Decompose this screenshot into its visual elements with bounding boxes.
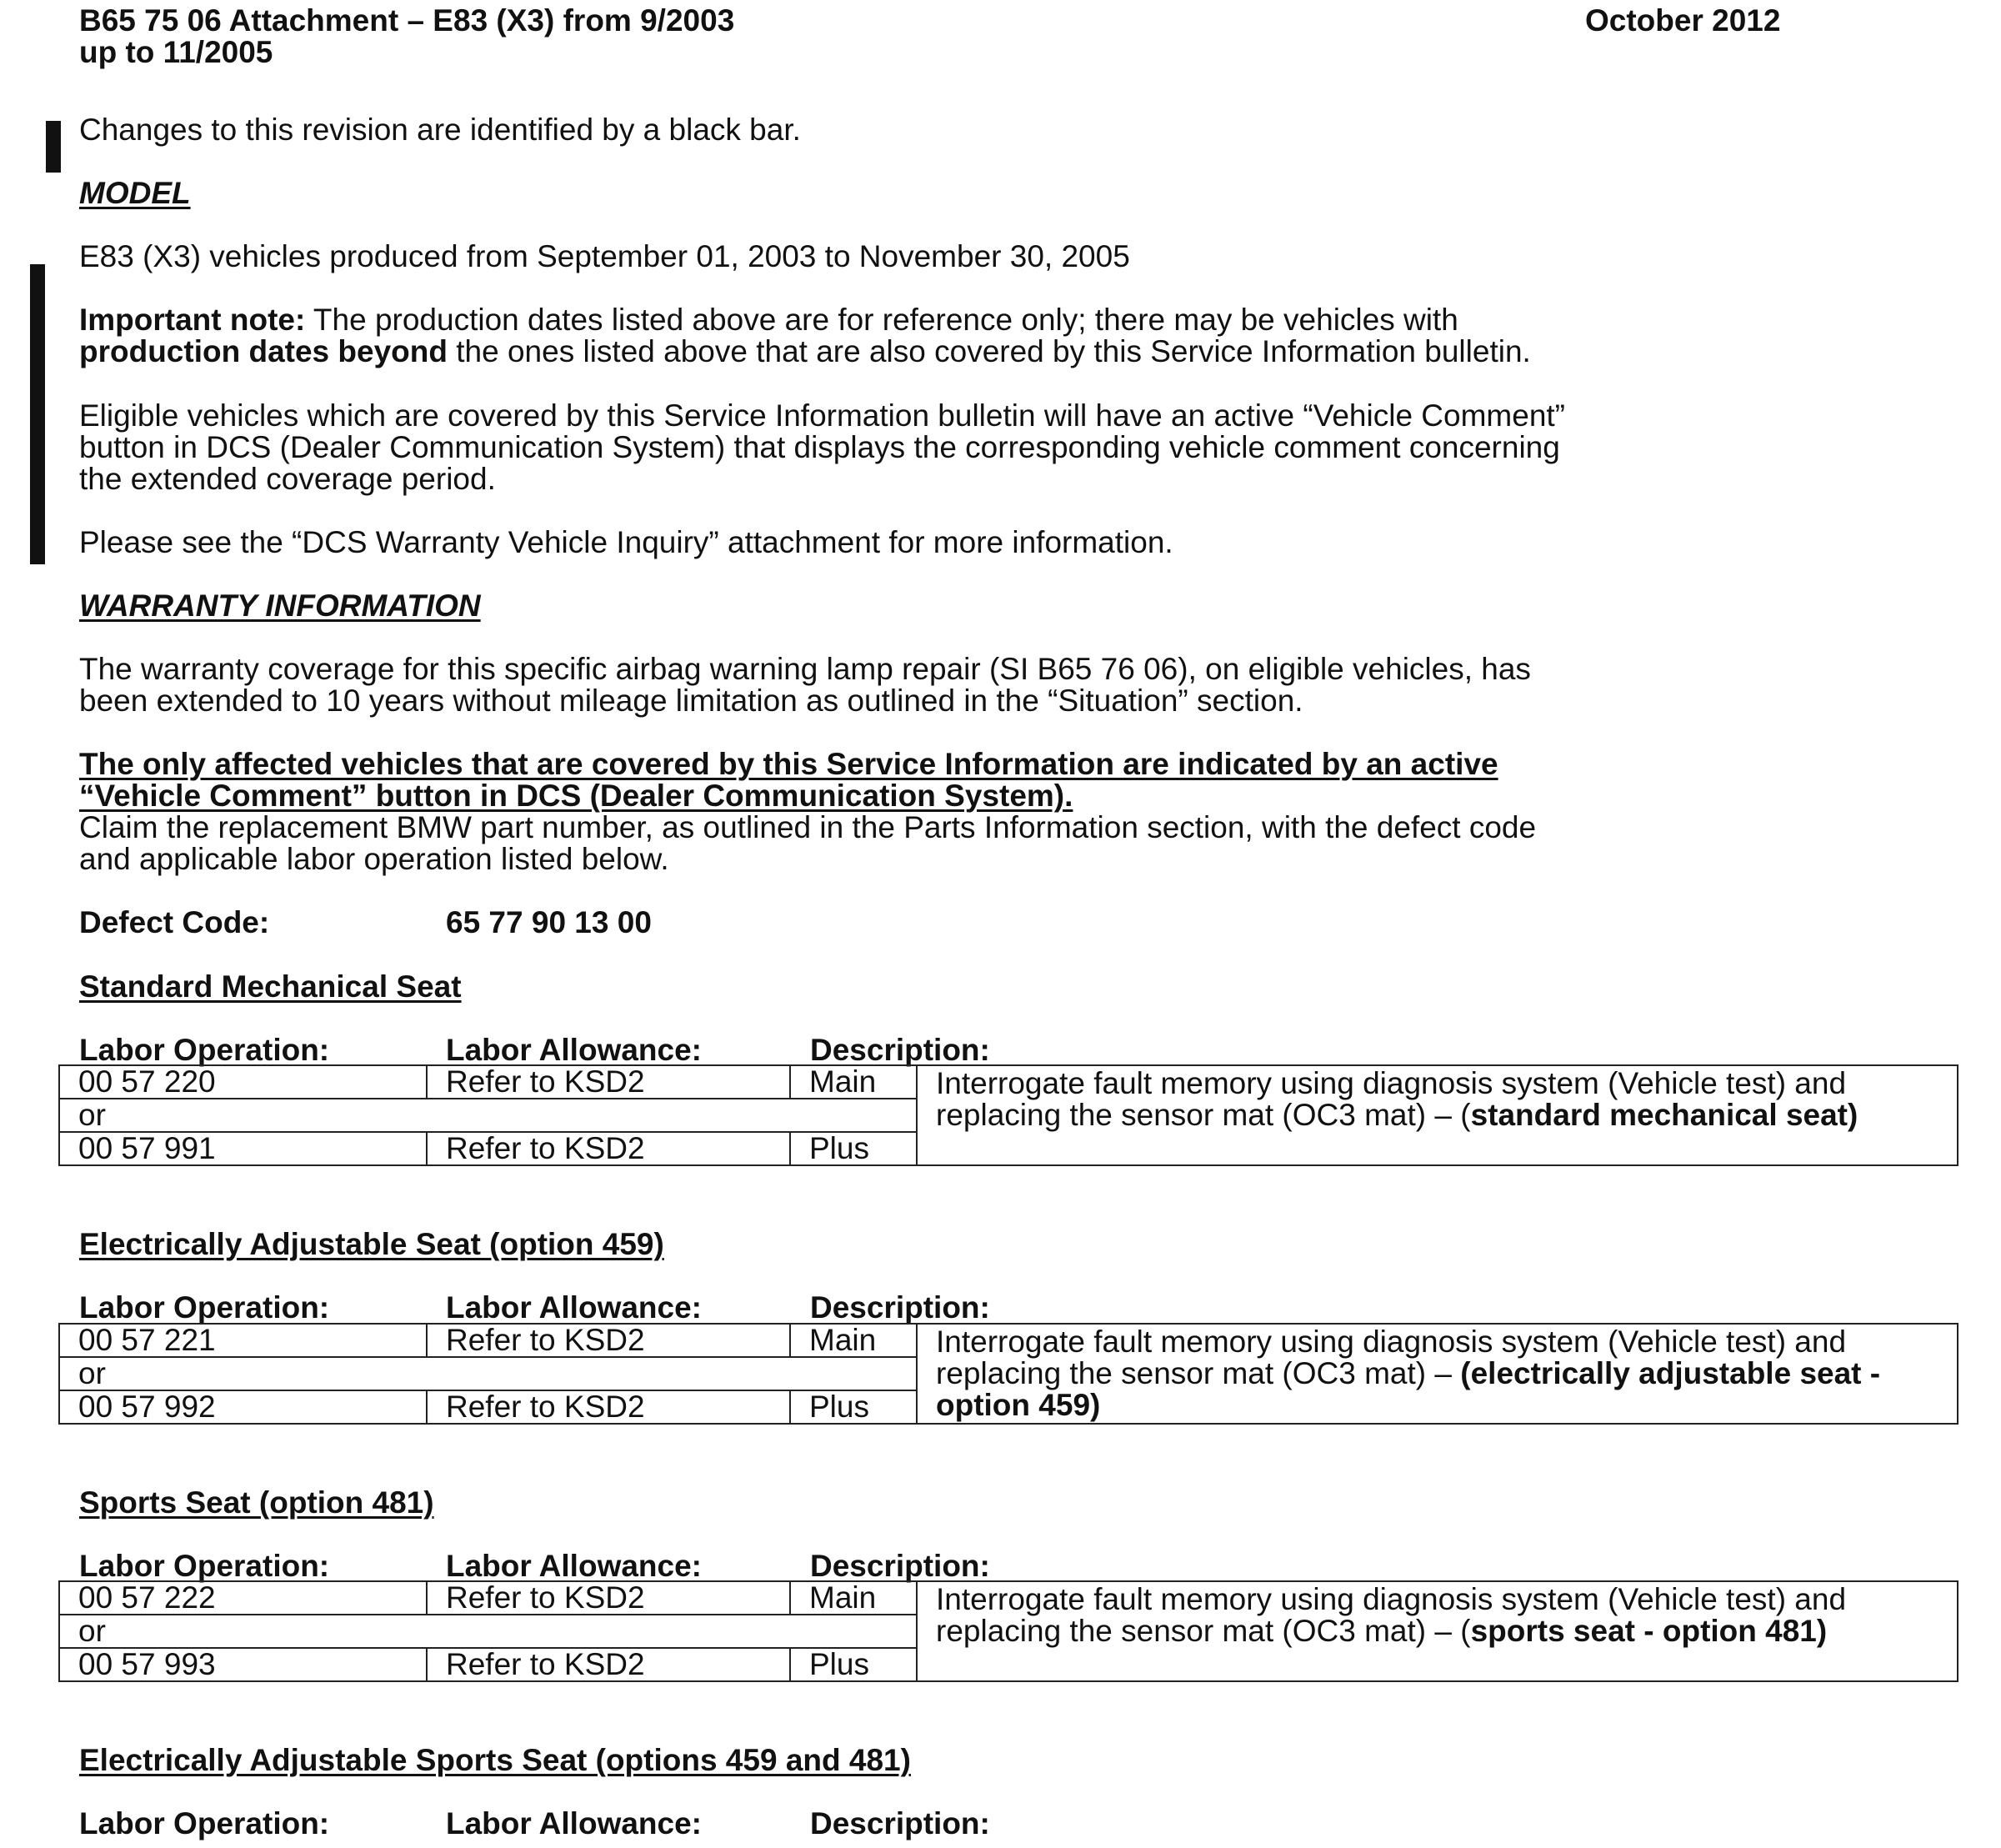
labor-table bbox=[58, 1064, 1958, 1166]
labor-description: Interrogate fault memory using diagnosis system (Vehicle test) and replacing the sensor mat (OC3 mat) – (standard mechanical seat) bbox=[917, 1065, 1958, 1165]
model-vehicles: E83 (X3) vehicles produced from September 01, 2003 to November 30, 2005 bbox=[79, 239, 1130, 273]
defect-code-label: Defect Code: bbox=[79, 905, 270, 939]
affected-line-1: The only affected vehicles that are covered by this Service Information are indicated by an active bbox=[79, 747, 1498, 781]
labor-or: or bbox=[59, 1099, 917, 1132]
labor-type-main: Main bbox=[790, 1581, 917, 1615]
labor-type-main: Main bbox=[790, 1324, 917, 1357]
labor-allowance-plus: Refer to KSD2 bbox=[427, 1390, 790, 1424]
labor-op-plus: 00 57 993 bbox=[59, 1648, 427, 1681]
coverage-line-2: been extended to 10 years without mileage limitation as outlined in the “Situation” section. bbox=[79, 684, 1303, 718]
col-labor-allowance: Labor Allowance: bbox=[446, 1549, 703, 1583]
section-title: Electrically Adjustable Seat (option 459) bbox=[79, 1227, 664, 1261]
col-description: Description: bbox=[810, 1033, 990, 1067]
labor-allowance-plus: Refer to KSD2 bbox=[427, 1132, 790, 1165]
labor-allowance-plus: Refer to KSD2 bbox=[427, 1648, 790, 1681]
section-title: Sports Seat (option 481) bbox=[79, 1485, 434, 1520]
labor-op-plus: 00 57 992 bbox=[59, 1390, 427, 1424]
see-attachment: Please see the “DCS Warranty Vehicle Inquiry” attachment for more information. bbox=[79, 525, 1173, 559]
labor-description: Interrogate fault memory using diagnosis system (Vehicle test) and replacing the sensor mat (OC3 mat) – (sports seat - option 481) bbox=[917, 1581, 1958, 1681]
important-label: Important note: bbox=[79, 303, 306, 337]
warranty-heading: WARRANTY INFORMATION bbox=[79, 588, 481, 623]
col-description: Description: bbox=[810, 1806, 990, 1840]
labor-op-main: 00 57 221 bbox=[59, 1324, 427, 1357]
important-text-2: the ones listed above that are also covered by this Service Information bulletin. bbox=[447, 334, 1531, 368]
col-labor-operation: Labor Operation: bbox=[79, 1806, 330, 1840]
labor-or: or bbox=[59, 1615, 917, 1648]
section-title: Standard Mechanical Seat bbox=[79, 969, 462, 1004]
labor-allowance-main: Refer to KSD2 bbox=[427, 1581, 790, 1615]
col-labor-allowance: Labor Allowance: bbox=[446, 1033, 703, 1067]
revision-note: Changes to this revision are identified by a black bar. bbox=[79, 113, 801, 147]
table-row bbox=[59, 1324, 1958, 1357]
claim-line-2: and applicable labor operation listed below. bbox=[79, 842, 669, 876]
labor-op-main: 00 57 222 bbox=[59, 1581, 427, 1615]
document-title bbox=[79, 5, 734, 68]
labor-type-plus: Plus bbox=[790, 1390, 917, 1424]
coverage-line-1: The warranty coverage for this specific airbag warning lamp repair (SI B65 76 06), on eligible vehicles, has bbox=[79, 652, 1531, 686]
important-note-line-2 bbox=[79, 336, 1531, 368]
eligible-line-2: button in DCS (Dealer Communication System) that displays the corresponding vehicle comment concerning bbox=[79, 430, 1560, 464]
col-description: Description: bbox=[810, 1290, 990, 1325]
affected-line-2: “Vehicle Comment” button in DCS (Dealer Communication System). bbox=[79, 779, 1073, 813]
revision-bar-large bbox=[30, 264, 45, 564]
labor-type-plus: Plus bbox=[790, 1648, 917, 1681]
claim-line-1: Claim the replacement BMW part number, as outlined in the Parts Information section, with the defect code bbox=[79, 810, 1537, 844]
labor-description: Interrogate fault memory using diagnosis system (Vehicle test) and replacing the sensor mat (OC3 mat) – (electrically adjustable seat - option 459) bbox=[917, 1324, 1958, 1424]
col-labor-allowance: Labor Allowance: bbox=[446, 1806, 703, 1840]
col-labor-operation: Labor Operation: bbox=[79, 1549, 330, 1583]
labor-allowance-main: Refer to KSD2 bbox=[427, 1065, 790, 1099]
title-line-1: B65 75 06 Attachment – E83 (X3) from 9/2003 bbox=[79, 3, 735, 38]
section-title: Electrically Adjustable Sports Seat (options 459 and 481) bbox=[79, 1743, 911, 1777]
col-labor-allowance: Labor Allowance: bbox=[446, 1290, 703, 1325]
col-labor-operation: Labor Operation: bbox=[79, 1290, 330, 1325]
important-bold-2: production dates beyond bbox=[79, 334, 448, 368]
table-row bbox=[59, 1065, 1958, 1099]
labor-op-plus: 00 57 991 bbox=[59, 1132, 427, 1165]
labor-type-main: Main bbox=[790, 1065, 917, 1099]
eligible-line-3: the extended coverage period. bbox=[79, 462, 496, 496]
col-labor-operation: Labor Operation: bbox=[79, 1033, 330, 1067]
col-description: Description: bbox=[810, 1549, 990, 1583]
labor-table bbox=[58, 1580, 1958, 1682]
model-heading: MODEL bbox=[79, 176, 191, 210]
title-line-2: up to 11/2005 bbox=[79, 35, 273, 69]
labor-type-plus: Plus bbox=[790, 1132, 917, 1165]
labor-allowance-main: Refer to KSD2 bbox=[427, 1324, 790, 1357]
document-date: October 2012 bbox=[1585, 3, 1781, 38]
important-text-1: The production dates listed above are for reference only; there may be vehicles with bbox=[305, 303, 1458, 337]
important-note-line-1 bbox=[79, 304, 1458, 336]
labor-table bbox=[58, 1323, 1958, 1425]
revision-bar-small bbox=[46, 121, 61, 173]
labor-op-main: 00 57 220 bbox=[59, 1065, 427, 1099]
table-row bbox=[59, 1581, 1958, 1615]
defect-code-value: 65 77 90 13 00 bbox=[446, 905, 652, 939]
labor-or: or bbox=[59, 1357, 917, 1390]
eligible-line-1: Eligible vehicles which are covered by this Service Information bulletin will have an active “Vehicle Comment” bbox=[79, 398, 1565, 433]
